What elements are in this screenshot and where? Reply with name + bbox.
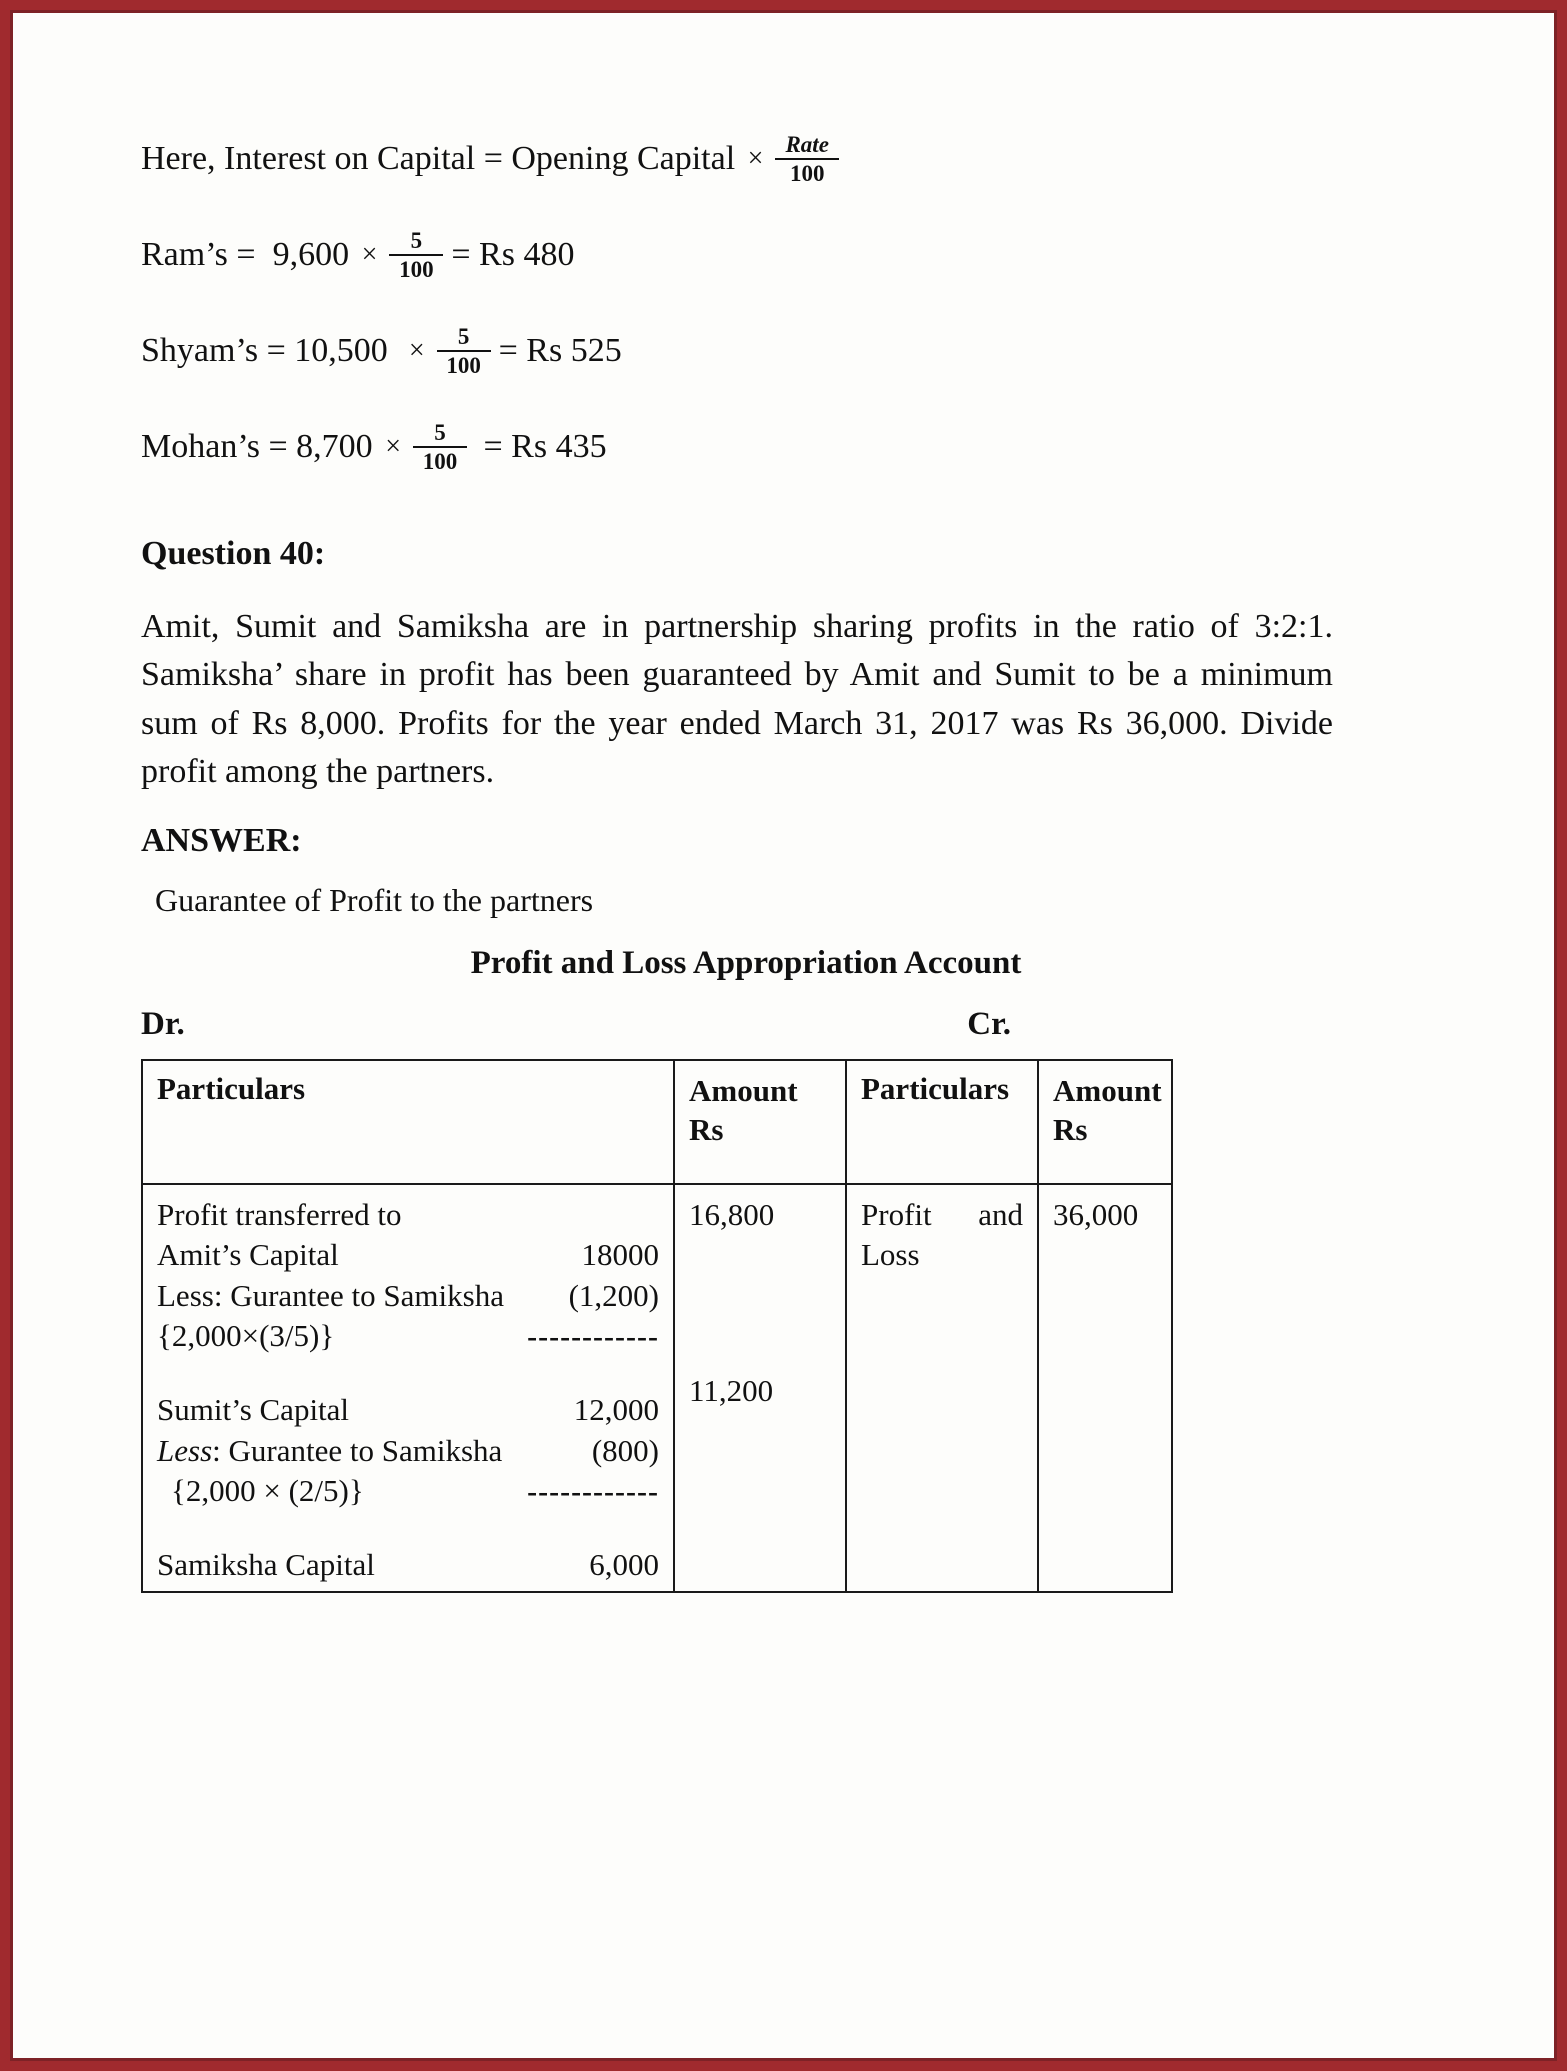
multiply-sign-icon: ×: [361, 239, 378, 270]
fraction-5-over-100: [389, 229, 443, 281]
sumit-less-guarantee-value: (800): [591, 1432, 659, 1468]
sumit-formula: {2,000 × (2/5)}: [171, 1472, 364, 1508]
table-row: [142, 1184, 1172, 1592]
answer-heading: ANSWER:: [141, 822, 302, 860]
page-inner-border: [10, 10, 1557, 2061]
profit-and-loss-amount: 36,000: [1053, 1197, 1139, 1233]
fraction-denominator: 100: [446, 353, 481, 378]
fraction-numerator: 5: [434, 420, 446, 445]
formula-mohan: [141, 421, 1441, 473]
amount-spacer: [689, 1337, 831, 1371]
debit-label: Dr.: [141, 1006, 185, 1043]
fraction-denominator: 100: [399, 257, 434, 282]
sumit-capital-line: [157, 1390, 659, 1430]
header-particulars-right: Particulars: [846, 1060, 1038, 1184]
sumit-less-guarantee-label: [157, 1431, 502, 1471]
cell-particulars-left: [142, 1184, 674, 1592]
answer-subtitle: Guarantee of Profit to the partners: [155, 882, 594, 919]
fraction-denominator: 100: [422, 449, 458, 474]
formula-intro-lead: Here, Interest on Capital = Opening Capital: [141, 140, 744, 177]
header-amount-left: [674, 1060, 846, 1184]
amit-capital-label: Amit’s Capital: [157, 1237, 339, 1273]
samiksha-capital-label: Samiksha Capital: [157, 1547, 375, 1583]
amit-capital-line: [157, 1235, 659, 1275]
and-word: and: [978, 1197, 1023, 1233]
amit-formula-line: [157, 1316, 659, 1356]
debit-credit-labels: [141, 1006, 1171, 1043]
amit-total-amount: 16,800: [689, 1197, 775, 1233]
multiply-sign-icon: ×: [747, 143, 764, 174]
amount-spacer: [689, 1269, 831, 1303]
formula-intro: [141, 133, 1441, 185]
sumit-capital-value: 12,000: [573, 1392, 659, 1428]
amit-formula: {2,000×(3/5)}: [157, 1317, 335, 1353]
sumit-subtotal-rule: ------------: [527, 1474, 659, 1508]
profit-transferred-label: Profit transferred to: [157, 1197, 402, 1233]
amit-less-guarantee-line: [157, 1276, 659, 1316]
account-title: Profit and Loss Appropriation Account: [470, 945, 1022, 982]
fraction-numerator: 5: [410, 228, 423, 253]
formula-shyam-result: = Rs 525: [498, 332, 622, 369]
amount-spacer: [689, 1235, 831, 1269]
cell-amount-left: [674, 1184, 846, 1592]
samiksha-capital-line: [157, 1545, 659, 1585]
fraction-5-over-100: [413, 421, 467, 473]
row-spacer: [157, 1511, 659, 1545]
row-spacer: [157, 1356, 659, 1390]
header-amount-right-line2: Rs: [1053, 1112, 1088, 1148]
fraction-numerator: 5: [457, 324, 470, 349]
profit-and-loss-line2: Loss: [861, 1237, 920, 1273]
sumit-less-guarantee-line: [157, 1431, 659, 1471]
formula-mohan-result: = Rs 435: [474, 428, 607, 465]
cell-amount-right: [1038, 1184, 1172, 1592]
samiksha-capital-value: 6,000: [589, 1547, 659, 1583]
credit-label: Cr.: [967, 1006, 1011, 1043]
profit-word: Profit: [861, 1197, 932, 1233]
profit-loss-appropriation-table: [141, 1059, 1173, 1593]
header-particulars-left: Particulars: [142, 1060, 674, 1184]
formula-ram-lead: Ram’s = 9,600: [141, 236, 358, 273]
question-text: Amit, Sumit and Samiksha are in partnership sharing profits in the ratio of 3:2:1. Samiksha’ share in profit has been guaranteed by Amit and Sumit to be a minimum sum of Rs 8,000. Profits for the year ended March 31, 2017 was Rs 36,000. Divide profit among the partners.: [141, 608, 1333, 790]
sumit-total-amount: 11,200: [689, 1373, 774, 1409]
fraction-denominator: 100: [789, 161, 825, 186]
amit-less-guarantee-value: (1,200): [568, 1277, 659, 1313]
header-amount-right: [1038, 1060, 1172, 1184]
fraction-5-over-100: [437, 325, 491, 377]
question-heading: Question 40:: [141, 535, 326, 572]
amit-capital-value: 18000: [581, 1237, 659, 1273]
formula-mohan-lead: Mohan’s = 8,700: [141, 428, 382, 465]
multiply-sign-icon: ×: [408, 335, 425, 366]
sumit-formula-line: [157, 1471, 659, 1511]
formula-ram: [141, 229, 1441, 281]
header-amount-left-line1: Amount: [689, 1073, 798, 1109]
less-rest: : Gurantee to Samiksha: [212, 1432, 503, 1468]
less-word-italic: Less: [157, 1432, 213, 1468]
amit-subtotal-rule: ------------: [527, 1319, 659, 1353]
amit-less-guarantee-label: [157, 1276, 504, 1316]
fraction-rate-over-100: [775, 133, 838, 185]
sumit-capital-label: Sumit’s Capital: [157, 1392, 350, 1428]
multiply-sign-icon: ×: [385, 431, 401, 462]
formula-shyam-lead: Shyam’s = 10,500: [141, 332, 405, 369]
header-amount-right-line1: Amount: [1053, 1073, 1162, 1109]
header-amount-left-line2: Rs: [689, 1112, 724, 1148]
amount-spacer: [689, 1303, 831, 1337]
less-rest: : Gurantee to Samiksha: [213, 1277, 504, 1313]
table-header-row: [142, 1060, 1172, 1184]
cell-particulars-right: [846, 1184, 1038, 1592]
formula-shyam: [141, 325, 1441, 377]
profit-and-loss-line1: [861, 1195, 1023, 1235]
document-content: [141, 133, 1441, 1593]
less-word: Less: [157, 1277, 214, 1313]
formula-ram-result: = Rs 480: [451, 236, 575, 273]
fraction-numerator: Rate: [785, 132, 829, 157]
